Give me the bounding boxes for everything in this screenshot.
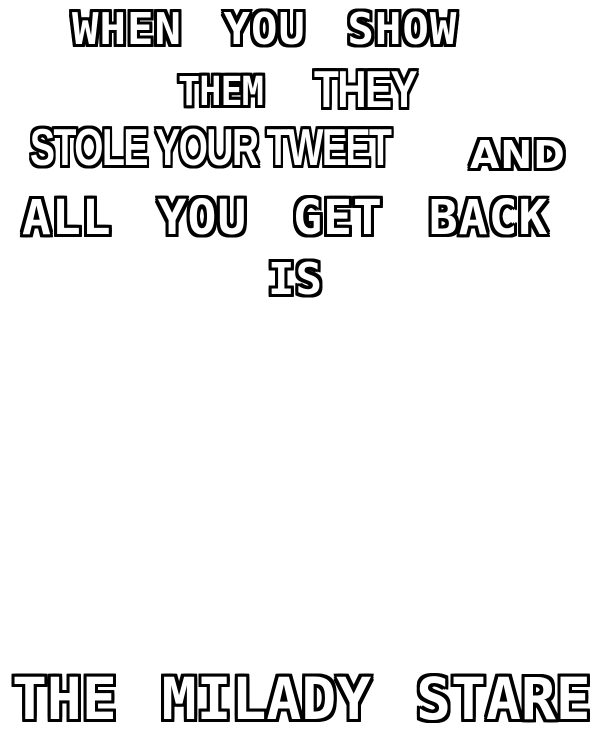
top-caption-line-4: ALL YOU GET BACK <box>22 190 549 246</box>
top-caption-line-3-and: AND <box>470 133 566 177</box>
top-caption-line-3-stole-your-tweet: STOLE YOUR TWEET <box>30 119 391 177</box>
top-caption-line-2-they: THEY <box>314 61 416 119</box>
bottom-caption: THE MILADY STARE <box>12 665 591 733</box>
top-caption-line-1: WHEN YOU SHOW <box>72 4 458 55</box>
top-caption-line-2-them: THEM <box>178 69 263 115</box>
top-caption-line-5: IS <box>268 254 323 305</box>
